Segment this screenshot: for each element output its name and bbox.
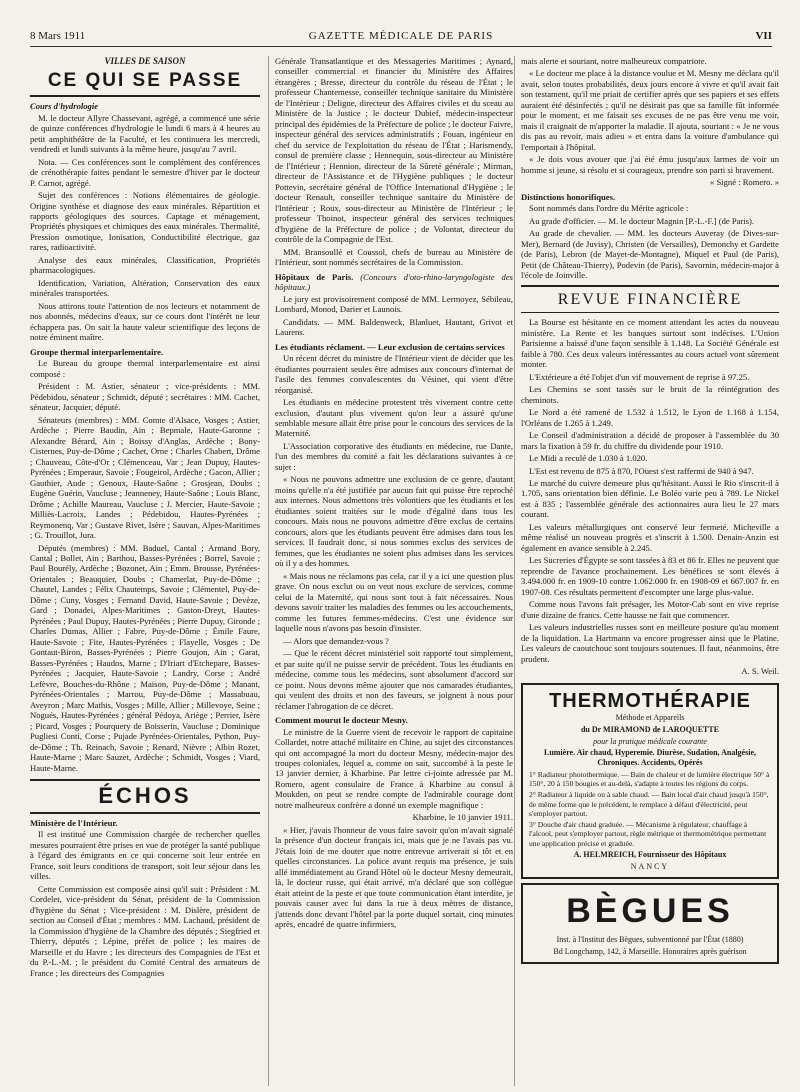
paragraph: Les valeurs métallurgiques ont conservé leur fermeté. Micheville a même réalisé un nouveau progrès et s'inscrit à 1.500. Denain-Anzin est également en avance sensible à 2.245.: [521, 521, 779, 553]
paragraph: « Nous ne pouvons admettre une exclusion de ce genre, d'autant moins qu'elle n'a été justifiée par aucun fait qui puisse être reproché aux internes. Nous admettons très volontiers que les étudiants et les étudiantes soient traitées sur le mode d'égalité dans tous les concours. Mais nous ne pouvons admettre d'être exclus de certains concours, alors que les étudiants peuvent être admises dans tous les services. Il faudrait donc, si nous sommes exclus des services de femmes, que les étudiantes ne soient plus admises dans les services où il y a des hommes.: [275, 474, 513, 569]
ad-title: THERMOTHÉRAPIE: [549, 689, 751, 712]
page-header: [30, 30, 772, 47]
section-title-echos: ÉCHOS: [30, 779, 260, 814]
article-heading: Les étudiants réclament. — Leur exclusion de certains services: [275, 341, 505, 352]
paragraph: Analyse des eaux minérales, Classification, Propriétés pharmacologiques.: [30, 254, 260, 276]
heading-subtitle: (Concours d'oto-rhino-laryngologiste des hôpitaux.): [275, 271, 513, 293]
advertisement-thermotherapie: [521, 683, 779, 880]
paragraph: Sujet des conférences : Notions élémentaires de géologie. Origine synthèse et diagnose des eaux minérales. Répartition et rapports géologiques des sources. Captage et ménagement, Propriétés physiques et chimiques des eaux minérales. Thermalité, Pression osmotique, Ionisation, Conductibilité électrique, gaz rares, radioactivité.: [30, 190, 260, 253]
paragraph: Cette Commission est composée ainsi qu'il suit : Président : M. Cordelet, vice-président du Sénat, président de la Commission d'hygiène du Sénat ; Vice-président : M. Dislère, président de section au Conseil d'État ; membres : MM. Lachaud, président de la Commission d'hygiène de la Chambre des députés ; Siegfried et Thierry, députés ; Lépine, préfet de police ; les maires de Marseille et du Havre ; les directeurs des Compagnies de l'Est et du P.-L.-M. ; le président du Comité Central des armateurs de France ; les directeurs des Compagnies: [30, 883, 260, 978]
column-3: [514, 56, 779, 1086]
paragraph: Comme nous l'avons fait présager, les Motor-Cab sont en vive reprise d'une dizaine de francs. Cette hausse ne fait que commencer.: [521, 599, 779, 620]
paragraph: « Hier, j'avais l'honneur de vous faire savoir qu'on m'avait signalé la présence d'un docteur français ici, mais que je ne l'avais pas vu. J'étais loin de me douter que notre entrevue arriverait si tôt et en quelles circonstances. La police avant requis ma présence, je suis allé immédiatement au Grand Hôtel où le docteur Mesny demeurait, là, le docteur russe, qui était arrivé, m'a déclaré que son collègue était atteint de la peste et que toute communication étant interdite, je pouvais causer avec lui dans la rue à deux mètres de distance, j'attends donc devant l'hôtel par la porte duquel sortait, cinq minutes après, encadré de quatre infirmiers,: [275, 824, 513, 930]
paragraph: Nota. — Ces conférences sont le complément des conférences de crénothérapie faites pendant le semestre d'hiver par le docteur P. Carnot, agrégé.: [30, 156, 260, 188]
paragraph: Les Sucreries d'Égypte se sont tassées à 83 et 86 fr. Elles ne peuvent que reprendre de l'avance prochainement. Les bénéfices se sont élevés à 3.494.000 fr. en 1909-10 contre 1.062.000 fr. en 1908-09 et 667.007 fr. en 1907-08. Ces résultats permettent d'escompter une large plus-value.: [521, 555, 779, 597]
paragraph: La Bourse est hésitante en ce moment attendant les actes du nouveau ministère. La Rente et les banques surtout sont indécises. L'Union Parisienne a baissé d'une façon sensible à 1.148. La Société Générale est faible à 780. Ces deux valeurs intéressantes au cours actuel vont sûrement monter.: [521, 317, 779, 370]
paragraph: Le Midi a reculé de 1.030 à 1.020.: [529, 453, 648, 464]
paragraph: Au grade d'officier. — M. le docteur Magnin [P.-L.-F.] (de Paris).: [529, 215, 755, 226]
paragraph: « Je dois vous avouer que j'ai été ému jusqu'aux larmes de voir un homme si jeune, si résolu et si courageux, prendre son parti si bravement.: [521, 154, 779, 175]
issue-date: 8 Mars 1911: [30, 30, 86, 42]
advertisement-begues: [521, 883, 779, 964]
dateline: Kharbine, le 10 janvier 1911.: [412, 812, 513, 823]
signature: « Signé : Romero. »: [710, 177, 779, 188]
ad-vendor: A. HELMREICH, Fournisseur des Hôpitaux: [573, 849, 727, 859]
article-heading: Cours d'hydrologie: [30, 101, 99, 112]
article-heading: Groupe thermal interparlementaire.: [30, 346, 164, 357]
paragraph: Les Chemins se sont tassés sur le bruit de la réintégration des cheminots.: [521, 384, 779, 405]
paragraph: — Alors que demandez-vous ?: [283, 635, 389, 646]
paragraph: « Le docteur me place à la distance voulue et M. Mesny me déclara qu'il avait, selon toutes probabilités, deux jours encore à vivre et qu'il avait fait son testament, qu'il me priait de certifier après que ses papiers et ses effets auraient été désinfectés ; qu'il ne désirait pas que sa famille fût informée pour le moment, et me faisait ses excuses de ne pas être venu me voir, mais il craignait de m'apporter la maladie. Il ajouta, souriant : « Je ne vous dis pas au revoir, mais adieu » et entra dans la voiture d'ambulance qui l'emportait à l'hôpital.: [521, 68, 779, 152]
paragraph: Candidats. — MM. Baldenweck, Blanluet, Hautant, Grivot et Laurens.: [275, 316, 513, 338]
paragraph: Le ministre de la Guerre vient de recevoir le rapport de capitaine Collardet, notre attaché militaire en Chine, au sujet des circonstances qui ont accompagné la mort du docteur Mesny, médecin-major des troupes coloniales, lequel a, comme on sait, succombé à la peste le 13 janvier dernier, à Kharbine. Par lettre ci-jointe adressée par M. Romero, agent consulaire de France à Kharbine au consul à Moukden, on peut se rendre compte de l'admirable courage dont notre malheureux confrère a donné un exemple magnifique :: [275, 726, 513, 810]
article-heading: Ministère de l'Intérieur.: [30, 818, 118, 828]
section-kicker: VILLES DE SAISON: [104, 56, 186, 66]
ad-list: Lumière. Air chaud, Hyperemie. Diurèse, Sudation, Analgésie, Chroniques. Accidents, Opérés: [543, 748, 756, 768]
paragraph: mais alerte et souriant, notre malheureux compatriote.: [521, 56, 707, 66]
ad-line: Bd Longchamp, 142, à Marseille. Honoraires après guérison: [553, 946, 747, 956]
publication-title: GAZETTE MÉDICALE DE PARIS: [308, 30, 494, 42]
ad-line: Inst. à l'Institut des Bègues, subventionné par l'État (1880): [556, 934, 744, 944]
paragraph: Le Nord a été ramené de 1.532 à 1.512, le Lyon de 1.168 à 1.154, l'Orléans de 1.265 à 1.249.: [521, 407, 779, 428]
article-heading: Comment mourut le docteur Mesny.: [275, 715, 408, 726]
paragraph: Le jury est provisoirement composé de MM. Lermoyez, Sébileau, Lombard, Monod, Darier et Launois.: [275, 293, 513, 315]
paragraph: Générale Transatlantique et des Messageries Maritimes ; Aynard, conseiller commercial et financier du Ministère des Affaires étrangères ; Bresse, directeur du contrôle du réseau de l'État ; le professeur Chantemesse, conseiller technique sanitaire du Ministère de l'Intérieur ; Deligne, directeur des Affaires civiles et du sceau au Ministère de la Justice ; le docteur Dubief, médecin-inspecteur principal des épidémies de la Préfecture de police ; le docteur Faivre, inspecteur général des services administratifs ; Fouan, ingénieur en chef du service de l'exploitation du réseau de l'État ; Harismendy, consul de première classe ; Hennequin, sous-directeur au Ministère de l'Intérieur ; Hennion, directeur de la Sûreté générale ; Mirman, directeur de l'Assistance et de l'Hygiène publiques ; le docteur Pottevin, secrétaire général de l'Office International d'Hygiène ; le docteur Renault, conseiller technique sanitaire du Ministère de l'Intérieur ; Roux, sous-directeur au Ministère de l'Intérieur ; le professeur Thoinot, inspecteur général des services techniques d'hygiène de la Préfecture de police ; de Volontat, directeur du contrôle de la Compagnie de l'Est.: [275, 56, 513, 245]
signature: A. S. Weil.: [741, 666, 779, 677]
paragraph: Au grade de chevalier. — MM. les docteurs Auveray (de Dives-sur-Mer), Bernard (de Juvisy), Christen (de Versailles), Demonchy et Gardette (de Paris), Lebron (de Mayet-de-Montagne), Miquel et Paul (de Paris), Petit (de Château-Thierry), Podevin (de Paris), Savornin, médecin-major à l'école de Joinville.: [521, 228, 779, 281]
paragraph: Président : M. Astier, sénateur ; vice-présidents : MM. Pédebidou, sénateur ; Schmidt, député ; secrétaires : MM. Cachet, sénateur, Jacquier, député.: [30, 381, 260, 413]
paragraph: Le Conseil d'administration a décidé de proposer à l'assemblée du 30 mars la fixation à 59 fr. du chiffre du dividende pour 1910.: [521, 430, 779, 451]
ad-item: 2° Radiateur à liquide ou à sable chaud. — Bain local d'air chaud jusqu'à 150°, de même forme que le précédent, le remplace à défaut d'électricité, peut s'employer partout.: [529, 790, 769, 818]
paragraph: L'Association corporative des étudiants en médecine, rue Dante, l'un des membres du comité a fait les déclarations suivantes à ce sujet :: [275, 440, 513, 472]
paragraph: Nous attirons toute l'attention de nos lecteurs et notamment de nos abonnés, médecins d'eaux, sur ce cours dont l'intérêt ne leur échappera pas. On sait la haute valeur scientifique des leçons de notre éminent maître.: [30, 300, 260, 343]
paragraph: M. le docteur Allyre Chassevant, agrégé, a commencé une série de quinze conférences d'hydrologie le lundi 6 mars à 4 heures au petit amphithéâtre de la Faculté, et les continuera les mercredi, vendredi et lundi suivants à la même heure, jusqu'au 7 avril.: [30, 112, 260, 155]
paragraph: Le marché du cuivre demeure plus qu'hésitant. Aussi le Rio s'inscrit-il à 1.705, sans orientation bien définie. Le Boléo varie peu à 789. Le Nickel est à 835 ; l'assemblée générale des actionnaires aura lieu le 27 mars courant.: [521, 477, 779, 520]
section-title: CE QUI SE PASSE: [30, 69, 260, 97]
ad-city: NANCY: [630, 861, 670, 871]
paragraph: « Mais nous ne réclamons pas cela, car il y a ici une question plus grave. On nous exclut ou on veut nous exclure de services, comme celui de la Maternité, qui nous sont tout à fait nécessaires. Nous devons savoir traiter les maladies des femmes ou les accouchements, comme les futures femmes-médecins. C'est une évidence sur laquelle nous n'avons pas besoin d'insister.: [275, 570, 513, 634]
paragraph: MM. Bransoullé et Coussol, chefs de bureau au Ministère de l'Intérieur, sont nommés secrétaires de la Commission.: [275, 246, 513, 268]
paragraph: Députés (membres) : MM. Baduel, Cantal ; Armand Bory, Cantal ; Bollet, Ain ; Barthou, Basses-Pyrénées ; Borrel, Savoie ; Paul Bourély, Ardèche ; Bozonet, Ain ; Emm. Brousse, Pyrénées-Orientales ; Beauquier, Doubs ; Chamerlat, Puy-de-Dôme ; Chautel, Landes ; Félix Chautemps, Savoie ; Clémentel, Puy-de-Dôme ; Cuny, Vosges ; Fernand David, Haute-Savoie ; Devèze, Gard ; Donadei, Alpes-Maritimes ; Gaston-Dreyt, Hautes-Pyrénées ; Paul Dupuy, Hautes-Pyrénées ; Pierre Dupuy, Gironde ; Charles Dumas, Allier ; Fabre, Puy-de-Dôme ; Émile Faure, Haute-Savoie ; Fite, Hautes-Pyrénées ; Flayelle, Vosges ; De Gontaut-Biron, Basses-Pyrénées ; Pierre Goujon, Ain ; Garat, Basses-Pyrénées ; Haudos, Marne ; D'Iriart d'Etchepare, Basses-Pyrénées ; Jacquier, Haute-Savoie ; Landry, Corse ; André Lefèvre, Bouches-du-Rhône ; Maison, Puy-de-Dôme ; Manant, Pyrénées-Orientales ; Marrou, Puy-de-Dôme ; Massabuau, Aveyron ; Marc Mathis, Vosges ; Mille, Allier ; Millevoye, Seine ; Nogués, Hautes-Pyrénées ; général Pédoya, Ariège ; Perrier, Isère ; Picard, Vosges ; Pourquery de Boisserin, Vaucluse ; Dominique Pugliesi Conti, Corse ; Pujade Pyrénées-Orientales, Python, Puy-de-Dôme ; Th. Reinach, Savoie ; Renard, Nièvre ; Albin Rozet, Haute-Marne ; Marc Sauzet, Ardèche ; Schmidt, Vosges ; Viard, Haute-Marne.: [30, 542, 260, 773]
paragraph: L'Est est revenu de 875 à 870, l'Ouest s'est raffermi de 940 à 947.: [529, 465, 754, 476]
column-2: [268, 56, 513, 1086]
paragraph: — Que le récent décret ministériel soit rapporté tout simplement, et par suite qu'il ne puisse servir de précédent. Tous les étudiants en médecine, comme tous les médecins, sont absolument d'accord sur ce point. Nous devons même ajouter que nos camarades étudiantes, qui veulent des droits et non des faveurs, se joignent à nous pour réclamer l'abrogation de ce décret.: [275, 648, 513, 711]
page-number: VII: [755, 30, 772, 42]
paragraph: Les valeurs industrielles russes sont en meilleure posture qu'au moment de la liquidation. La Hartmann va encore progresser ainsi que le Platine. Les valeurs de caoutchouc sont toujours soutenues. Il faut, néanmoins, être prudent.: [521, 622, 779, 664]
ad-subtitle: du Dr MIRAMOND de LAROQUETTE: [580, 724, 720, 734]
article-heading: Distinctions honorifiques.: [521, 191, 616, 202]
ad-item: 3° Douche d'air chaud graduée. — Mécanisme à régulateur, chauffage à l'alcool, peut s'employer partout, règle métrique et thermométrique permettant une application précise et graduée.: [529, 820, 767, 848]
paragraph: Sénateurs (membres) : MM. Comte d'Alsace, Vosges ; Astier, Ardèche ; Pierre Baudin, Ain ; Bepmale, Haute-Garonne ; Alexandre Bérard, Ain ; Boissy d'Anglas, Ardèche ; Bony-Cisternes, Puy-de-Dôme ; Cachet, Orne ; Charles Chabert, Drôme ; Chauveau, Côte-d'Or ; Clémenceau, Var ; Jean Dupuy, Hautes-Pyrénées ; Emperaur, Savoie ; Fougeirol, Ardèche ; Gacon, Allier ; Gauthier, Aude ; Genoux, Haute-Saône ; Grosjean, Doubs ; Eugène Guérin, Vaucluse ; Jeanneney, Haute-Saône ; Louis Blanc, Drôme ; Achille Maureau, Vaucluse ; J. Mercier, Haute-Savoie ; Milliès-Lacroix, Landes ; Pédebidou, Hautes-Pyrénées ; Reymonenq, Var ; Gustave Rivet, Isère ; Sauvan, Alpes-Maritimes ; G. Trouillot, Jura.: [30, 414, 260, 541]
paragraph: Les étudiants en médecine protestent très vivement contre cette exclusion, d'autant plus vivement qu'on leur a assuré qu'une semblable mesure allait être prise pour le concours des services de la Maternité.: [275, 397, 513, 439]
heading-text: Hôpitaux de Paris.: [275, 271, 354, 282]
paragraph: Le Bureau du groupe thermal interparlementaire est ainsi composé :: [30, 358, 260, 379]
paragraph: Un récent décret du ministre de l'Intérieur vient de décider que les étudiantes pourraient seules être admises aux concours d'internat de l'asile des femmes convalescentes du Vésinet, qui vient d'être réorganisé.: [275, 353, 513, 395]
ad-item: 1° Radiateur photothermique. — Bain de chaleur et de lumière électrique 50° à 150°, 20 à 150 bougies et au-delà, s'adapte à toutes les régions du corps.: [529, 769, 770, 789]
paragraph: Il est institué une Commission chargée de rechercher quelles mesures pourraient être prises en vue de protéger la santé publique à l'égard des émigrants en ce qui concerne soit leur entrée en France, soit leurs conditions de transport, soit leur séjour dans les villes.: [30, 829, 260, 882]
article-heading: [275, 272, 513, 293]
ad-subtitle: pour la pratique médicale courante: [593, 736, 707, 746]
column-1: [30, 56, 260, 1086]
paragraph: L'Extérieure a été l'objet d'un vif mouvement de reprise à 97.25.: [529, 371, 750, 382]
section-title-revue: REVUE FINANCIÈRE: [521, 285, 779, 314]
paragraph: Sont nommés dans l'ordre du Mérite agricole :: [529, 203, 689, 214]
ad-title: BÈGUES: [566, 892, 734, 931]
ad-subtitle: Méthode et Appareils: [615, 713, 685, 723]
paragraph: Identification, Variation, Altération, Conservation des eaux minérales transportées.: [30, 277, 260, 299]
